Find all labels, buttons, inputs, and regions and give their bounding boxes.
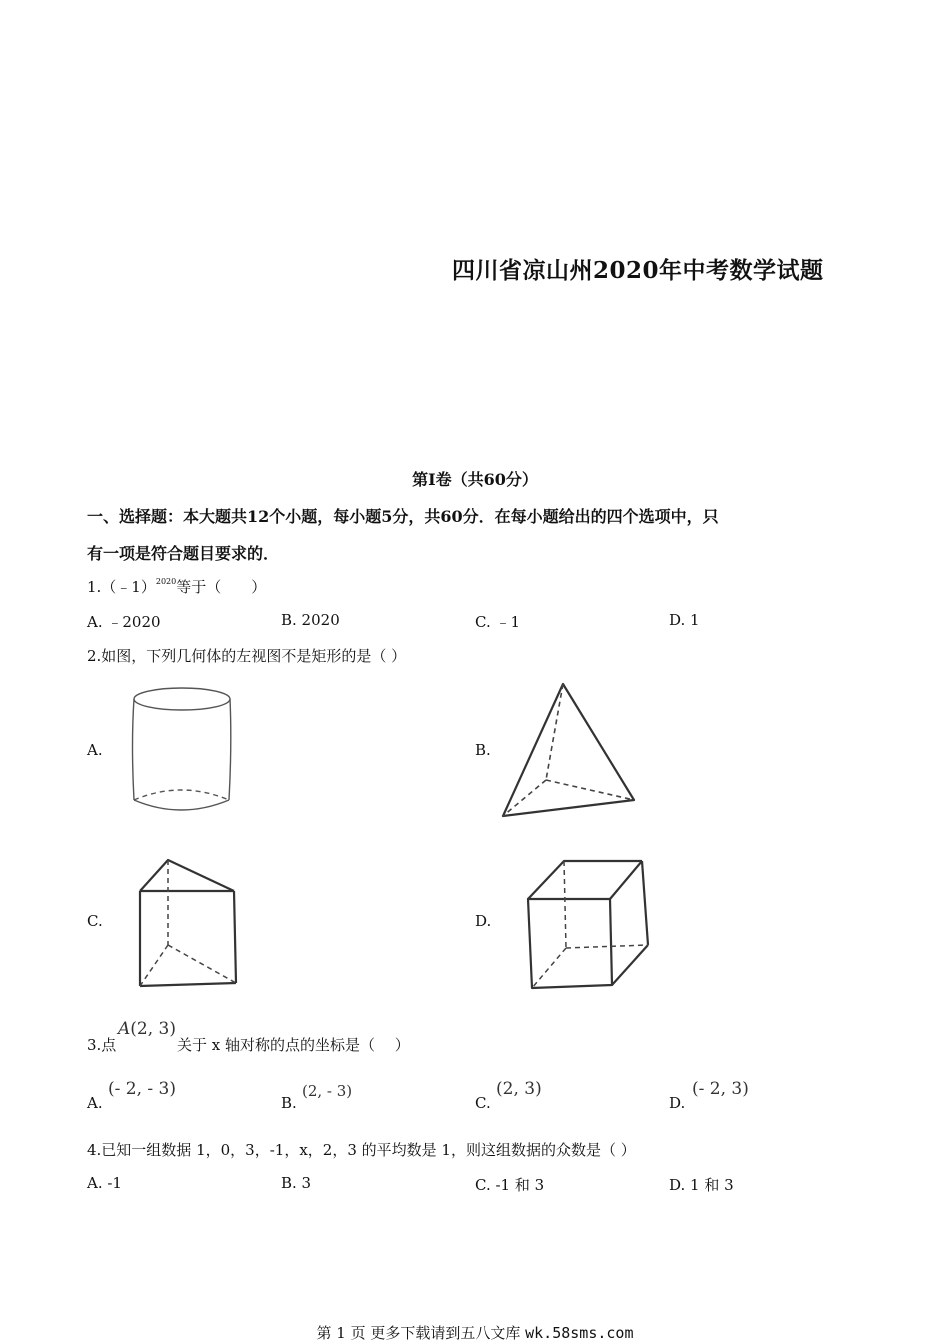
footer-site-link[interactable]: wk.58sms.com	[525, 1324, 634, 1342]
q2-option-b-label: B.	[475, 741, 491, 759]
q4-option-b: B. 3	[281, 1174, 312, 1192]
instructions-line-2: 有一项是符合题目要求的．	[87, 544, 280, 563]
section-header: 第Ⅰ卷（共60分）	[412, 470, 538, 489]
q1-option-d: D. 1	[669, 611, 700, 629]
q2-option-d-label: D.	[475, 912, 492, 930]
q3-option-a-value: (- 2, - 3)	[108, 1079, 176, 1099]
q3-option-d-value: (- 2, 3)	[692, 1079, 749, 1099]
q4-option-c: C. -1 和 3	[475, 1176, 545, 1194]
footer-text: 第 1 页 更多下载请到五八文库	[316, 1324, 521, 1342]
q1-option-a: A. ﹣2020	[87, 613, 161, 631]
question-3-point	[118, 1019, 176, 1039]
q1-option-c: C. ﹣1	[475, 613, 521, 631]
question-1-prefix: 1.（﹣1）	[87, 578, 156, 596]
q3-option-b-label: B.	[281, 1094, 297, 1112]
question-3	[87, 1034, 116, 1055]
page-title: 四川省凉山州2020年中考数学试题	[452, 257, 824, 284]
question-2: 2.如图，下列几何体的左视图不是矩形的是（ ）	[87, 647, 407, 665]
instructions-line-1: 一、选择题：本大题共12个小题，每小题5分，共60分．在每小题给出的四个选项中，只	[87, 507, 719, 526]
q3-option-b-value: (2, - 3)	[302, 1082, 353, 1100]
q3-option-a-label: A.	[87, 1094, 103, 1112]
question-1-exponent: 2020	[155, 577, 177, 586]
q4-option-a: A. -1	[87, 1174, 122, 1192]
q3-option-d-label: D.	[669, 1094, 686, 1112]
question-1	[87, 576, 266, 597]
page-footer	[0, 1322, 950, 1343]
tetrahedron-figure	[496, 678, 642, 824]
q3-option-c-label: C.	[475, 1094, 491, 1112]
question-4: 4.已知一组数据 1，0，3，-1，x，2，3 的平均数是 1，则这组数据的众数是（ ）	[87, 1141, 636, 1159]
q4-option-d: D. 1 和 3	[669, 1176, 734, 1194]
question-3-point-coords: (2, 3)	[130, 1019, 176, 1039]
q1-option-b: B. 2020	[281, 611, 340, 629]
question-3-suffix: 关于 x 轴对称的点的坐标是（ ）	[177, 1036, 410, 1054]
q3-option-c-value: (2, 3)	[496, 1079, 542, 1099]
cylinder-figure	[126, 684, 238, 816]
q2-option-c-label: C.	[87, 912, 103, 930]
q2-option-a-label: A.	[87, 741, 103, 759]
cube-figure	[520, 853, 656, 993]
triangular-prism-figure	[132, 853, 242, 993]
question-3-prefix: 3.点	[87, 1036, 117, 1054]
question-1-suffix: 等于（ ）	[176, 578, 267, 596]
question-3-point-name: A	[118, 1019, 131, 1039]
